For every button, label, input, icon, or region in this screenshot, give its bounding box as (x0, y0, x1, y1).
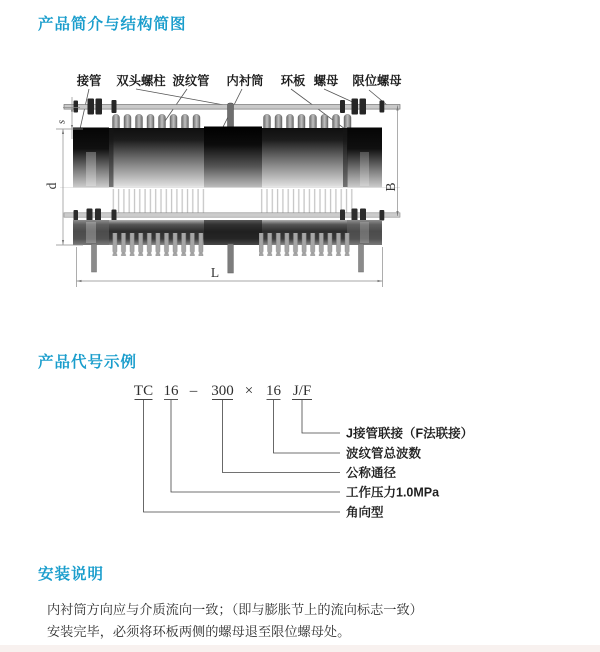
label-connecting-pipe: 接管 (76, 74, 102, 88)
page-edge-strip (0, 645, 600, 652)
callout-connection-type: J接管联接（F法联接） (346, 426, 474, 441)
callout-working-pressure: 工作压力1.0MPa (346, 485, 440, 500)
code-segment-diameter: 300 (211, 383, 234, 399)
dim-label-b: B (383, 182, 398, 192)
code-segment-connection: J/F (292, 383, 312, 399)
label-nut: 螺母 (313, 74, 339, 88)
code-segment-type: TC (133, 383, 154, 399)
section-heading-installation: 安装说明 (38, 566, 105, 583)
dimension-b (383, 106, 399, 217)
code-segment-dash: – (189, 383, 198, 399)
callout-angular-type: 角向型 (346, 505, 384, 520)
label-limit-nut: 限位螺母 (352, 74, 402, 88)
structure-diagram (38, 62, 462, 320)
code-segment-waves: 16 (266, 383, 281, 399)
bellows-fins (109, 189, 353, 213)
label-ring-plate: 环板 (280, 74, 306, 88)
installation-instructions (47, 599, 527, 644)
center-stud-top (228, 103, 234, 130)
code-segment-pressure: 16 (163, 383, 179, 399)
joint-body (73, 127, 382, 189)
callout-wave-count: 波纹管总波数 (346, 446, 422, 461)
label-double-end-stud: 双头螺柱 (116, 74, 166, 88)
installation-text-line: 安装完毕，必须将环板两侧的螺母退至限位螺母处。 (47, 624, 351, 640)
joint-body-lower (73, 220, 382, 273)
installation-text-line: 内衬筒方向应与介质流向一致；（即与膨胀节上的流向标志一致） (47, 602, 423, 617)
product-code-diagram (0, 374, 600, 524)
dim-label-s: s (55, 119, 68, 125)
code-callout-lines (144, 400, 341, 512)
section-heading-code-example: 产品代号示例 (38, 354, 138, 371)
callout-nominal-diameter: 公称通径 (346, 466, 397, 480)
code-segment-times: × (244, 383, 254, 399)
dim-label-d: d (44, 182, 59, 190)
label-inner-sleeve: 内衬筒 (226, 74, 264, 88)
dim-label-l: L (210, 265, 220, 280)
label-bellows: 波纹管 (172, 74, 210, 88)
section-heading-intro: 产品简介与结构简图 (38, 16, 187, 33)
